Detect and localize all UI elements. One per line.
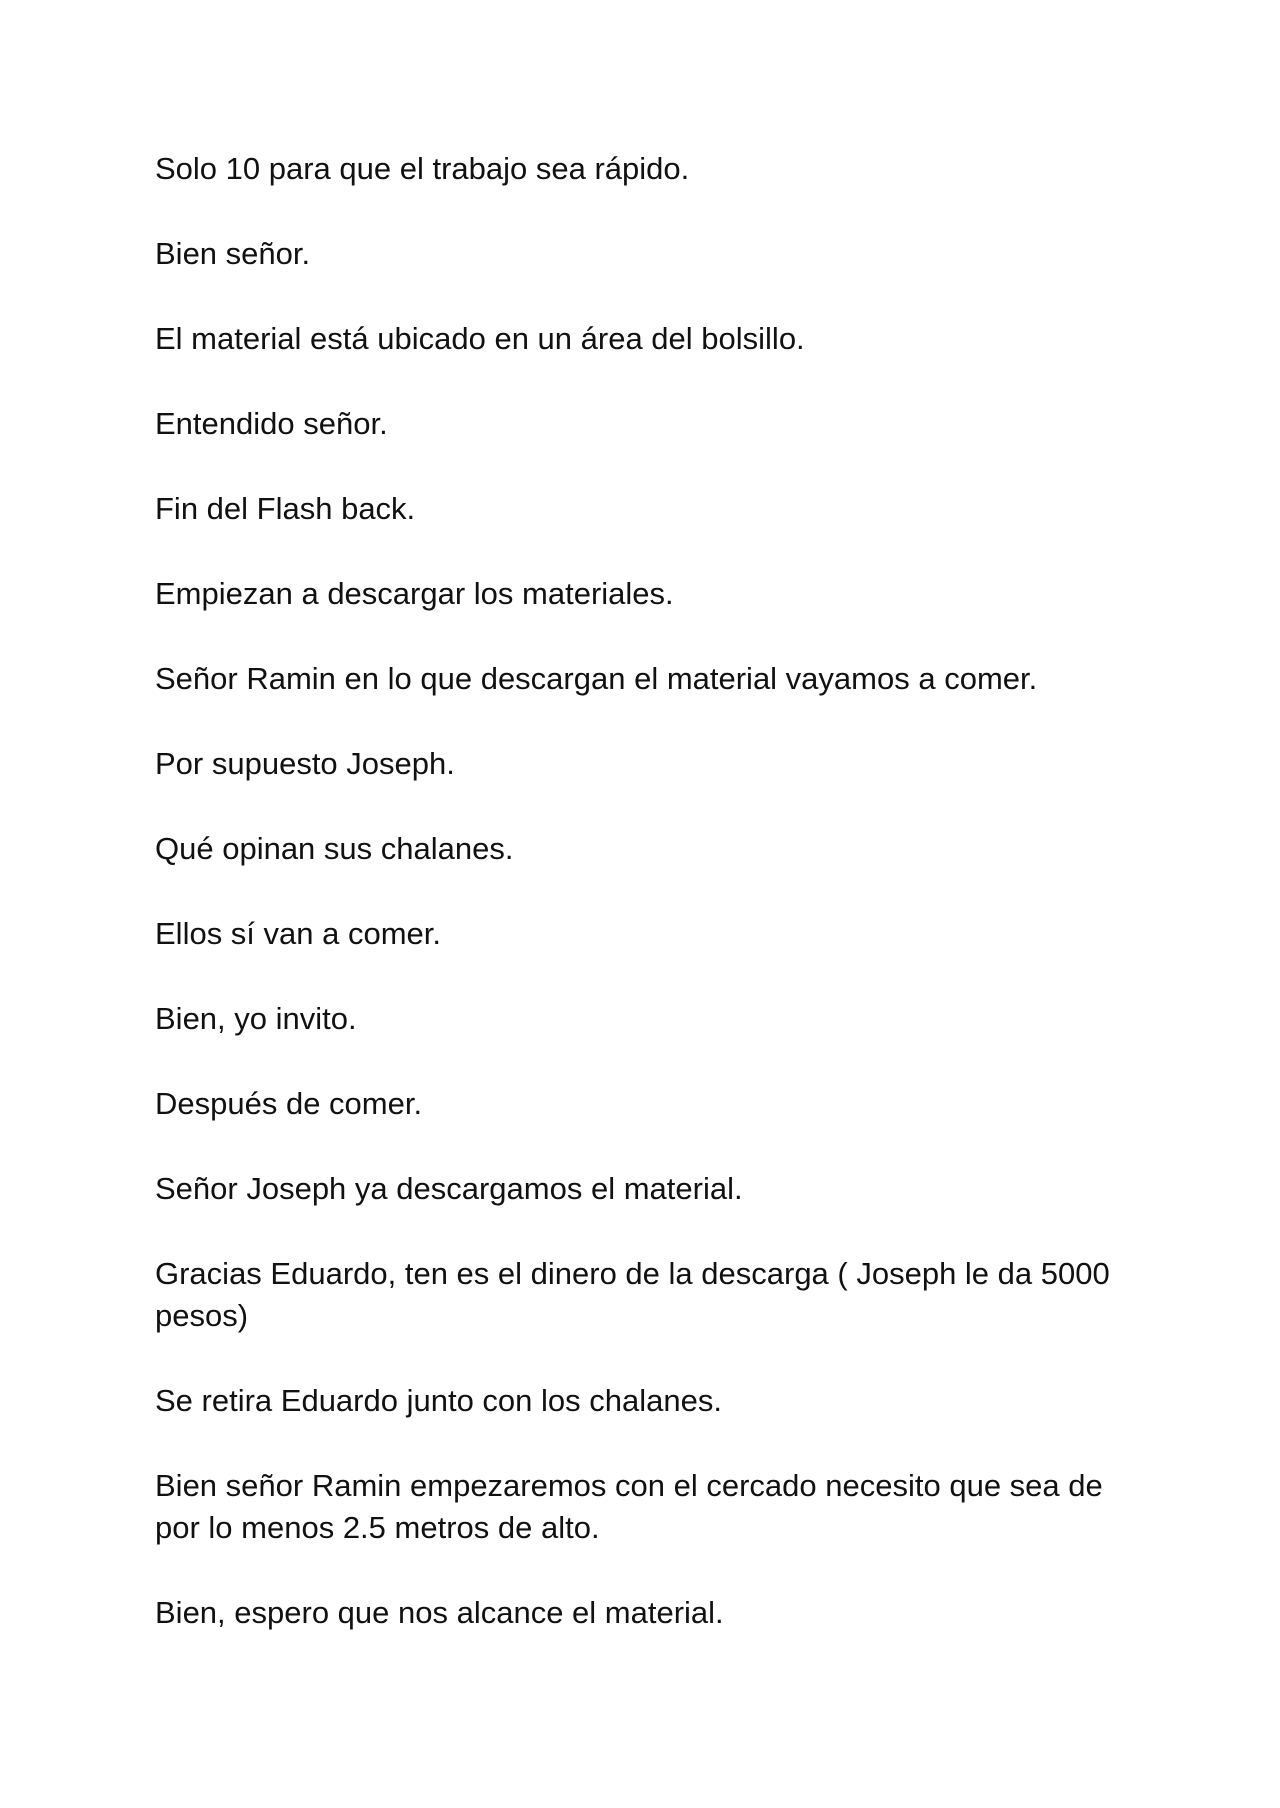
paragraph: Gracias Eduardo, ten es el dinero de la descarga ( Joseph le da 5000 pesos) (155, 1256, 1110, 1333)
paragraph: El material está ubicado en un área del bolsillo. (155, 321, 805, 356)
paragraph: Bien señor. (155, 236, 311, 271)
paragraph: Qué opinan sus chalanes. (155, 831, 514, 866)
paragraph: Ellos sí van a comer. (155, 916, 442, 951)
paragraph: Empiezan a descargar los materiales. (155, 576, 674, 611)
paragraph: Se retira Eduardo junto con los chalanes. (155, 1383, 722, 1418)
paragraph: Bien, yo invito. (155, 1001, 357, 1036)
paragraph: Bien señor Ramin empezaremos con el cercado necesito que sea de por lo menos 2.5 metros de alto. (155, 1468, 1103, 1545)
paragraph: Después de comer. (155, 1086, 423, 1121)
paragraph: Señor Joseph ya descargamos el material. (155, 1171, 743, 1206)
paragraph: Por supuesto Joseph. (155, 746, 455, 781)
paragraph: Solo 10 para que el trabajo sea rápido. (155, 151, 690, 186)
paragraph: Bien, espero que nos alcance el material. (155, 1595, 724, 1630)
paragraph: Fin del Flash back. (155, 491, 416, 526)
paragraph: Entendido señor. (155, 406, 388, 441)
document-body (155, 148, 1115, 1677)
paragraph: Señor Ramin en lo que descargan el material vayamos a comer. (155, 661, 1038, 696)
